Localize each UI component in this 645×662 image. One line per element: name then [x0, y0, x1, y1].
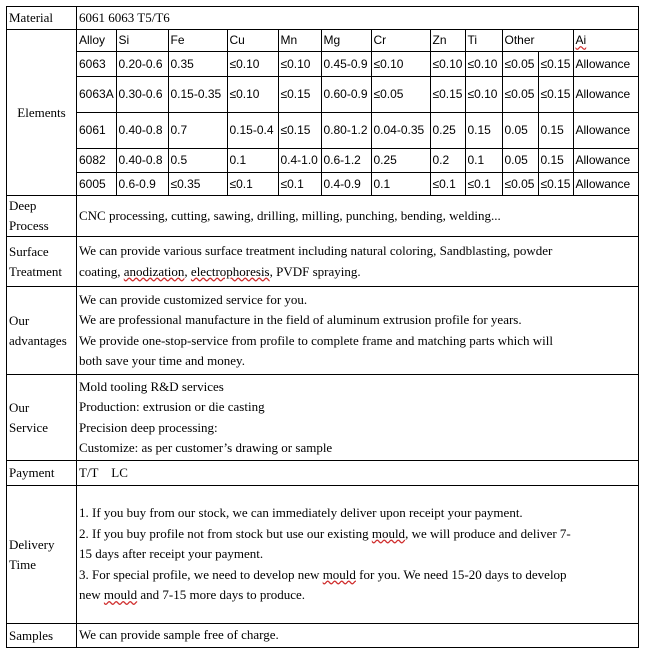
surface-label [7, 237, 77, 287]
text-line: Mold tooling R&D services [79, 378, 224, 394]
label-line: Service [9, 419, 48, 435]
label-line: Time [9, 556, 36, 572]
header-cell: Ti [465, 30, 502, 51]
cell: 0.15 [538, 148, 573, 172]
text-run: 2. If you buy profile not from stock but use our existing [79, 525, 372, 541]
cell: 6005 [77, 172, 116, 195]
cell: ≤0.10 [227, 51, 278, 76]
cell: 0.60-0.9 [321, 76, 371, 112]
samples-label: Samples [7, 624, 77, 648]
header-cell: Mg [321, 30, 371, 51]
cell: ≤0.10 [227, 76, 278, 112]
text-run: , PVDF spraying. [269, 263, 361, 279]
cell: 0.05 [502, 148, 538, 172]
header-cell: Cu [227, 30, 278, 51]
elements-label: Elements [7, 30, 77, 196]
header-cell: Mn [278, 30, 321, 51]
text-line: Production: extrusion or die casting [79, 399, 265, 414]
cell: 0.15 [538, 112, 573, 148]
cell: 0.04-0.35 [371, 112, 430, 148]
cell: 0.2 [430, 148, 465, 172]
header-cell: Zn [430, 30, 465, 51]
samples-value: We can provide sample free of charge. [77, 624, 639, 648]
cell: 0.25 [371, 148, 430, 172]
cell: ≤0.05 [502, 51, 538, 76]
text-run: electrophoresis [190, 263, 270, 279]
label-line: Our [9, 399, 30, 415]
cell: 0.40-0.8 [116, 148, 168, 172]
cell: ≤0.10 [465, 51, 502, 76]
cell: ≤0.15 [430, 76, 465, 112]
cell: ≤0.10 [430, 51, 465, 76]
cell: 6082 [77, 148, 116, 172]
cell: 0.40-0.8 [116, 112, 168, 148]
cell: Allowance [573, 51, 639, 76]
payment-value: T/T LC [77, 461, 639, 486]
header-cell: Cr [371, 30, 430, 51]
cell: ≤0.05 [502, 172, 538, 195]
delivery-row [7, 486, 639, 624]
text-run: , we will produce and deliver 7- [405, 525, 571, 541]
text-run: 3. For special profile, we need to develop new [79, 566, 323, 582]
cell: 6063A [77, 76, 116, 112]
header-cell: Alloy [77, 30, 116, 51]
cell: 0.15 [465, 112, 502, 148]
text-line: 15 days after receipt your payment. [79, 546, 264, 562]
cell: 0.1 [371, 172, 430, 195]
cell: ≤0.15 [538, 51, 573, 76]
header-cell: Si [116, 30, 168, 51]
deep-process-label [7, 196, 77, 237]
text-line: We are professional manufacture in the field of aluminum extrusion profile for years. [79, 312, 522, 327]
header-ai: Ai [575, 33, 587, 48]
text-line: We provide one-stop-service from profile to complete frame and matching parts which will [79, 332, 554, 348]
spec-table [6, 6, 639, 648]
table-row [77, 51, 639, 76]
cell: 0.7 [168, 112, 227, 148]
text-line [79, 524, 636, 545]
table-row [77, 112, 639, 148]
label-line: Delivery [9, 536, 55, 552]
cell: 0.4-1.0 [278, 148, 321, 172]
cell: ≤0.05 [371, 76, 430, 112]
text-run: coating, [79, 263, 124, 279]
text-run: , [184, 263, 191, 279]
cell: 0.05 [502, 112, 538, 148]
cell: 0.20-0.6 [116, 51, 168, 76]
label-line: Deep [9, 198, 37, 213]
cell: ≤0.1 [278, 172, 321, 195]
material-row [7, 7, 639, 30]
text-line [79, 585, 636, 606]
cell: ≤0.1 [227, 172, 278, 195]
text-run: anodization [123, 263, 185, 279]
cell: ≤0.10 [371, 51, 430, 76]
delivery-value [77, 486, 639, 624]
text-line: Customize: as per customer’s drawing or sample [79, 440, 333, 455]
elements-table [77, 30, 639, 195]
text-line [79, 565, 636, 586]
cell: 0.45-0.9 [321, 51, 371, 76]
header-cell: Other [502, 30, 573, 51]
payment-row [7, 461, 639, 486]
cell: 0.15-0.35 [168, 76, 227, 112]
label-line: Surface [9, 243, 49, 259]
material-value: 6061 6063 T5/T6 [77, 7, 639, 30]
header-cell [573, 30, 639, 51]
cell: Allowance [573, 172, 639, 195]
text-line: Precision deep processing: [79, 419, 218, 435]
cell: ≤0.15 [538, 172, 573, 195]
deep-process-value: CNC processing, cutting, sawing, drilling, milling, punching, bending, welding... [77, 196, 639, 237]
elements-row [7, 30, 639, 196]
text-run: new [79, 587, 104, 603]
samples-row [7, 624, 639, 648]
label-line: Our [9, 312, 30, 328]
cell: ≤0.10 [278, 51, 321, 76]
table-row [77, 172, 639, 195]
elements-header-row [77, 30, 639, 51]
text-run: mould [371, 525, 406, 541]
cell: 0.15-0.4 [227, 112, 278, 148]
cell: 6063 [77, 51, 116, 76]
advantages-value [77, 287, 639, 375]
cell: ≤0.10 [465, 76, 502, 112]
cell: 0.25 [430, 112, 465, 148]
elements-cell [77, 30, 639, 196]
cell: 0.1 [465, 148, 502, 172]
advantages-row [7, 287, 639, 375]
service-label [7, 375, 77, 461]
delivery-label [7, 486, 77, 624]
cell: ≤0.1 [430, 172, 465, 195]
advantages-label [7, 287, 77, 375]
cell: 6061 [77, 112, 116, 148]
cell: ≤0.15 [278, 76, 321, 112]
cell: ≤0.15 [538, 76, 573, 112]
deep-process-row [7, 196, 639, 237]
text-line: We can provide customized service for you. [79, 291, 308, 307]
cell: 0.30-0.6 [116, 76, 168, 112]
surface-value [77, 237, 639, 287]
cell: Allowance [573, 148, 639, 172]
text-run: mould [103, 587, 138, 603]
text-line: We can provide various surface treatment including natural coloring, Sandblasting, powder [79, 243, 553, 258]
cell: 0.5 [168, 148, 227, 172]
header-cell: Fe [168, 30, 227, 51]
table-row [77, 76, 639, 112]
cell: 0.1 [227, 148, 278, 172]
cell: 0.35 [168, 51, 227, 76]
cell: 0.80-1.2 [321, 112, 371, 148]
text-line [79, 262, 636, 283]
surface-row [7, 237, 639, 287]
cell: 0.6-1.2 [321, 148, 371, 172]
cell: Allowance [573, 112, 639, 148]
text-run: for you. We need 15-20 days to develop [355, 566, 567, 582]
cell: ≤0.15 [278, 112, 321, 148]
text-run: mould [322, 566, 356, 582]
service-value [77, 375, 639, 461]
service-row [7, 375, 639, 461]
cell: 0.4-0.9 [321, 172, 371, 195]
cell: Allowance [573, 76, 639, 112]
label-line: Treatment [9, 263, 62, 279]
table-row [77, 148, 639, 172]
text-run: and 7-15 more days to produce. [137, 587, 306, 603]
text-line: 1. If you buy from our stock, we can immediately deliver upon receipt your payment. [79, 505, 523, 521]
text-line: both save your time and money. [79, 353, 245, 368]
label-line: advantages [9, 332, 67, 348]
cell: ≤0.1 [465, 172, 502, 195]
cell: 0.6-0.9 [116, 172, 168, 195]
material-label: Material [7, 7, 77, 30]
label-line: Process [9, 218, 49, 233]
payment-label: Payment [7, 461, 77, 486]
cell: ≤0.05 [502, 76, 538, 112]
cell: ≤0.35 [168, 172, 227, 195]
